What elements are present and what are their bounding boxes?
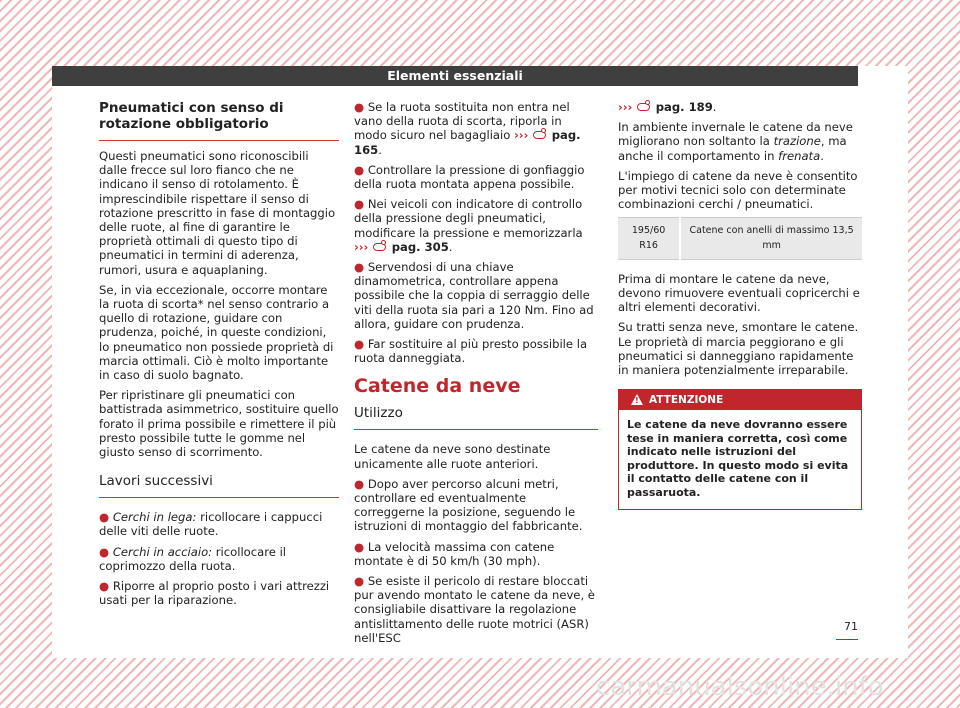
list-item: ● Controllare la pressione di gonfiaggio della ruota montata appena possibile.	[354, 162, 585, 192]
watermark: carmanualsonline.info	[596, 672, 884, 702]
reference-arrow: ›››	[354, 239, 369, 254]
bullet-icon: ●	[354, 476, 365, 491]
page	[52, 66, 908, 658]
list-item: ● Riporre al proprio posto i vari attrezzi usati per la riparazione.	[99, 579, 330, 608]
paragraph: Su tratti senza neve, smontare le catene. Le proprietà di marcia peggiorano e gli pneumatici si danneggiano rapidamente in maniera potenzialmente irreparabile.	[618, 320, 859, 378]
page-reference-link[interactable]: pag. 305	[391, 239, 449, 254]
paragraph: Le catene da neve sono destinate unicamente alle ruote anteriori.	[354, 442, 551, 471]
warning-icon	[631, 394, 643, 405]
paragraph: In ambiente invernale le catene da neve migliorano non soltanto la trazione, ma anche il comportamento in frenata.	[618, 120, 853, 163]
warning-title: ATTENZIONE	[649, 394, 724, 407]
column-1	[99, 100, 339, 613]
bullet-icon: ●	[99, 544, 110, 559]
paragraph: Se, in via eccezionale, occorre montare la ruota di scorta* nel senso contrario a quello di rotazione, guidare con prudenza, poiché, in queste condizioni, lo pneumatico non possiede proprietà di marcia ottimali. Ciò è molto importante in caso di suolo bagnato.	[99, 282, 334, 383]
page-reference-link[interactable]: pag. 165	[354, 128, 581, 157]
bullet-icon: ●	[354, 539, 365, 554]
list-item: ● Cerchi in lega: ricollocare i cappucci delle viti delle ruote.	[99, 510, 323, 539]
warning-box	[618, 389, 862, 510]
paragraph: Prima di montare le catene da neve, devono rimuovere eventuali copricerchi e altri elementi decorativi.	[618, 271, 860, 315]
bullet-icon: ●	[354, 337, 365, 352]
paragraph: Per ripristinare gli pneumatici con battistrada asimmetrico, sostituire quello forato il prima possibile e rimettere il più presto possibile tutte le gomme nel giusto senso di scorrimento.	[99, 388, 339, 460]
bullet-icon: ●	[99, 579, 110, 594]
bullet-icon: ●	[354, 260, 365, 275]
page-number: 71	[836, 620, 858, 640]
list-item: ● Se esiste il pericolo di restare bloccati pur avendo montato le catene da neve, è consigliabile disattivare la regolazione antislittamento delle ruote motrici (ASR) nell'ESC	[354, 574, 595, 645]
page-header: Elementi essenziali	[52, 66, 858, 86]
workshop-icon	[532, 128, 548, 140]
bullet-icon: ●	[354, 197, 365, 212]
subsection-title-usage: Utilizzo	[354, 405, 598, 430]
warning-header	[619, 390, 861, 410]
list-item: ● Nei veicoli con indicatore di controllo della pressione degli pneumatici, modificare la pressione e memorizzarla ››› pag. 305.	[354, 197, 583, 254]
reference-arrow: ›››	[618, 100, 633, 114]
table-cell-description: Catene con anelli di massimo 13,5 mm	[680, 218, 862, 259]
chain-compatibility-table	[618, 217, 862, 259]
section-title-directional-tyres: Pneumatici con senso di rotazione obbligatorio	[99, 100, 339, 141]
column-3	[618, 100, 862, 510]
bullet-icon: ●	[354, 100, 365, 114]
warning-text: Le catene da neve dovranno essere tese in maniera corretta, così come indicato nelle istruzioni del produttore. In questo modo si evita il contatto delle catene con il passaruota.	[627, 418, 849, 499]
page-reference-link[interactable]: pag. 189	[655, 100, 713, 114]
bullet-icon: ●	[354, 162, 365, 177]
workshop-icon	[636, 100, 652, 112]
list-item: ● Se la ruota sostituita non entra nel vano della ruota di scorta, riporla in modo sicuro nel bagagliaio ››› pag. 165.	[354, 100, 581, 157]
reference-arrow: ›››	[514, 128, 529, 143]
column-2	[354, 100, 598, 651]
bullet-icon: ●	[99, 510, 110, 525]
paragraph: ››› pag. 189.	[618, 100, 717, 114]
table-cell-size: 195/60 R16	[618, 218, 680, 259]
list-item: ● Cerchi in acciaio: ricollocare il coprimozzo della ruota.	[99, 544, 287, 573]
list-item: ● Far sostituire al più presto possibile la ruota danneggiata.	[354, 337, 588, 366]
paragraph: Questi pneumatici sono riconoscibili dalle frecce sul loro fianco che ne indicano il senso di rotolamento. È imprescindibile rispettare il senso di rotazione prescritto in fase di montaggio delle ruote, al fine di garantire le proprietà ottimali di questo tipo di pneumatici in termini di aderenza, rumori, usura e aquaplaning.	[99, 149, 336, 277]
bullet-icon: ●	[354, 574, 365, 589]
list-item: ● Servendosi di una chiave dinamometrica, controllare appena possibile che la coppia di serraggio delle viti della ruota sia pari a 120 Nm. Fino ad allora, guidare con prudenza.	[354, 260, 594, 331]
workshop-icon	[372, 240, 388, 252]
subsection-title-follow-up: Lavori successivi	[99, 473, 339, 498]
paragraph: L'impiego di catene da neve è consentito per motivi tecnici solo con determinate combinazioni cerchi / pneumatici.	[618, 168, 858, 212]
section-title-snow-chains: Catene da neve	[354, 375, 521, 398]
list-item: ● La velocità massima con catene montate è di 50 km/h (30 mph).	[354, 539, 555, 568]
list-item: ● Dopo aver percorso alcuni metri, controllare ed eventualmente correggerne la posizione, seguendo le istruzioni di montaggio del fabbricante.	[354, 476, 583, 534]
table-row	[618, 218, 862, 259]
